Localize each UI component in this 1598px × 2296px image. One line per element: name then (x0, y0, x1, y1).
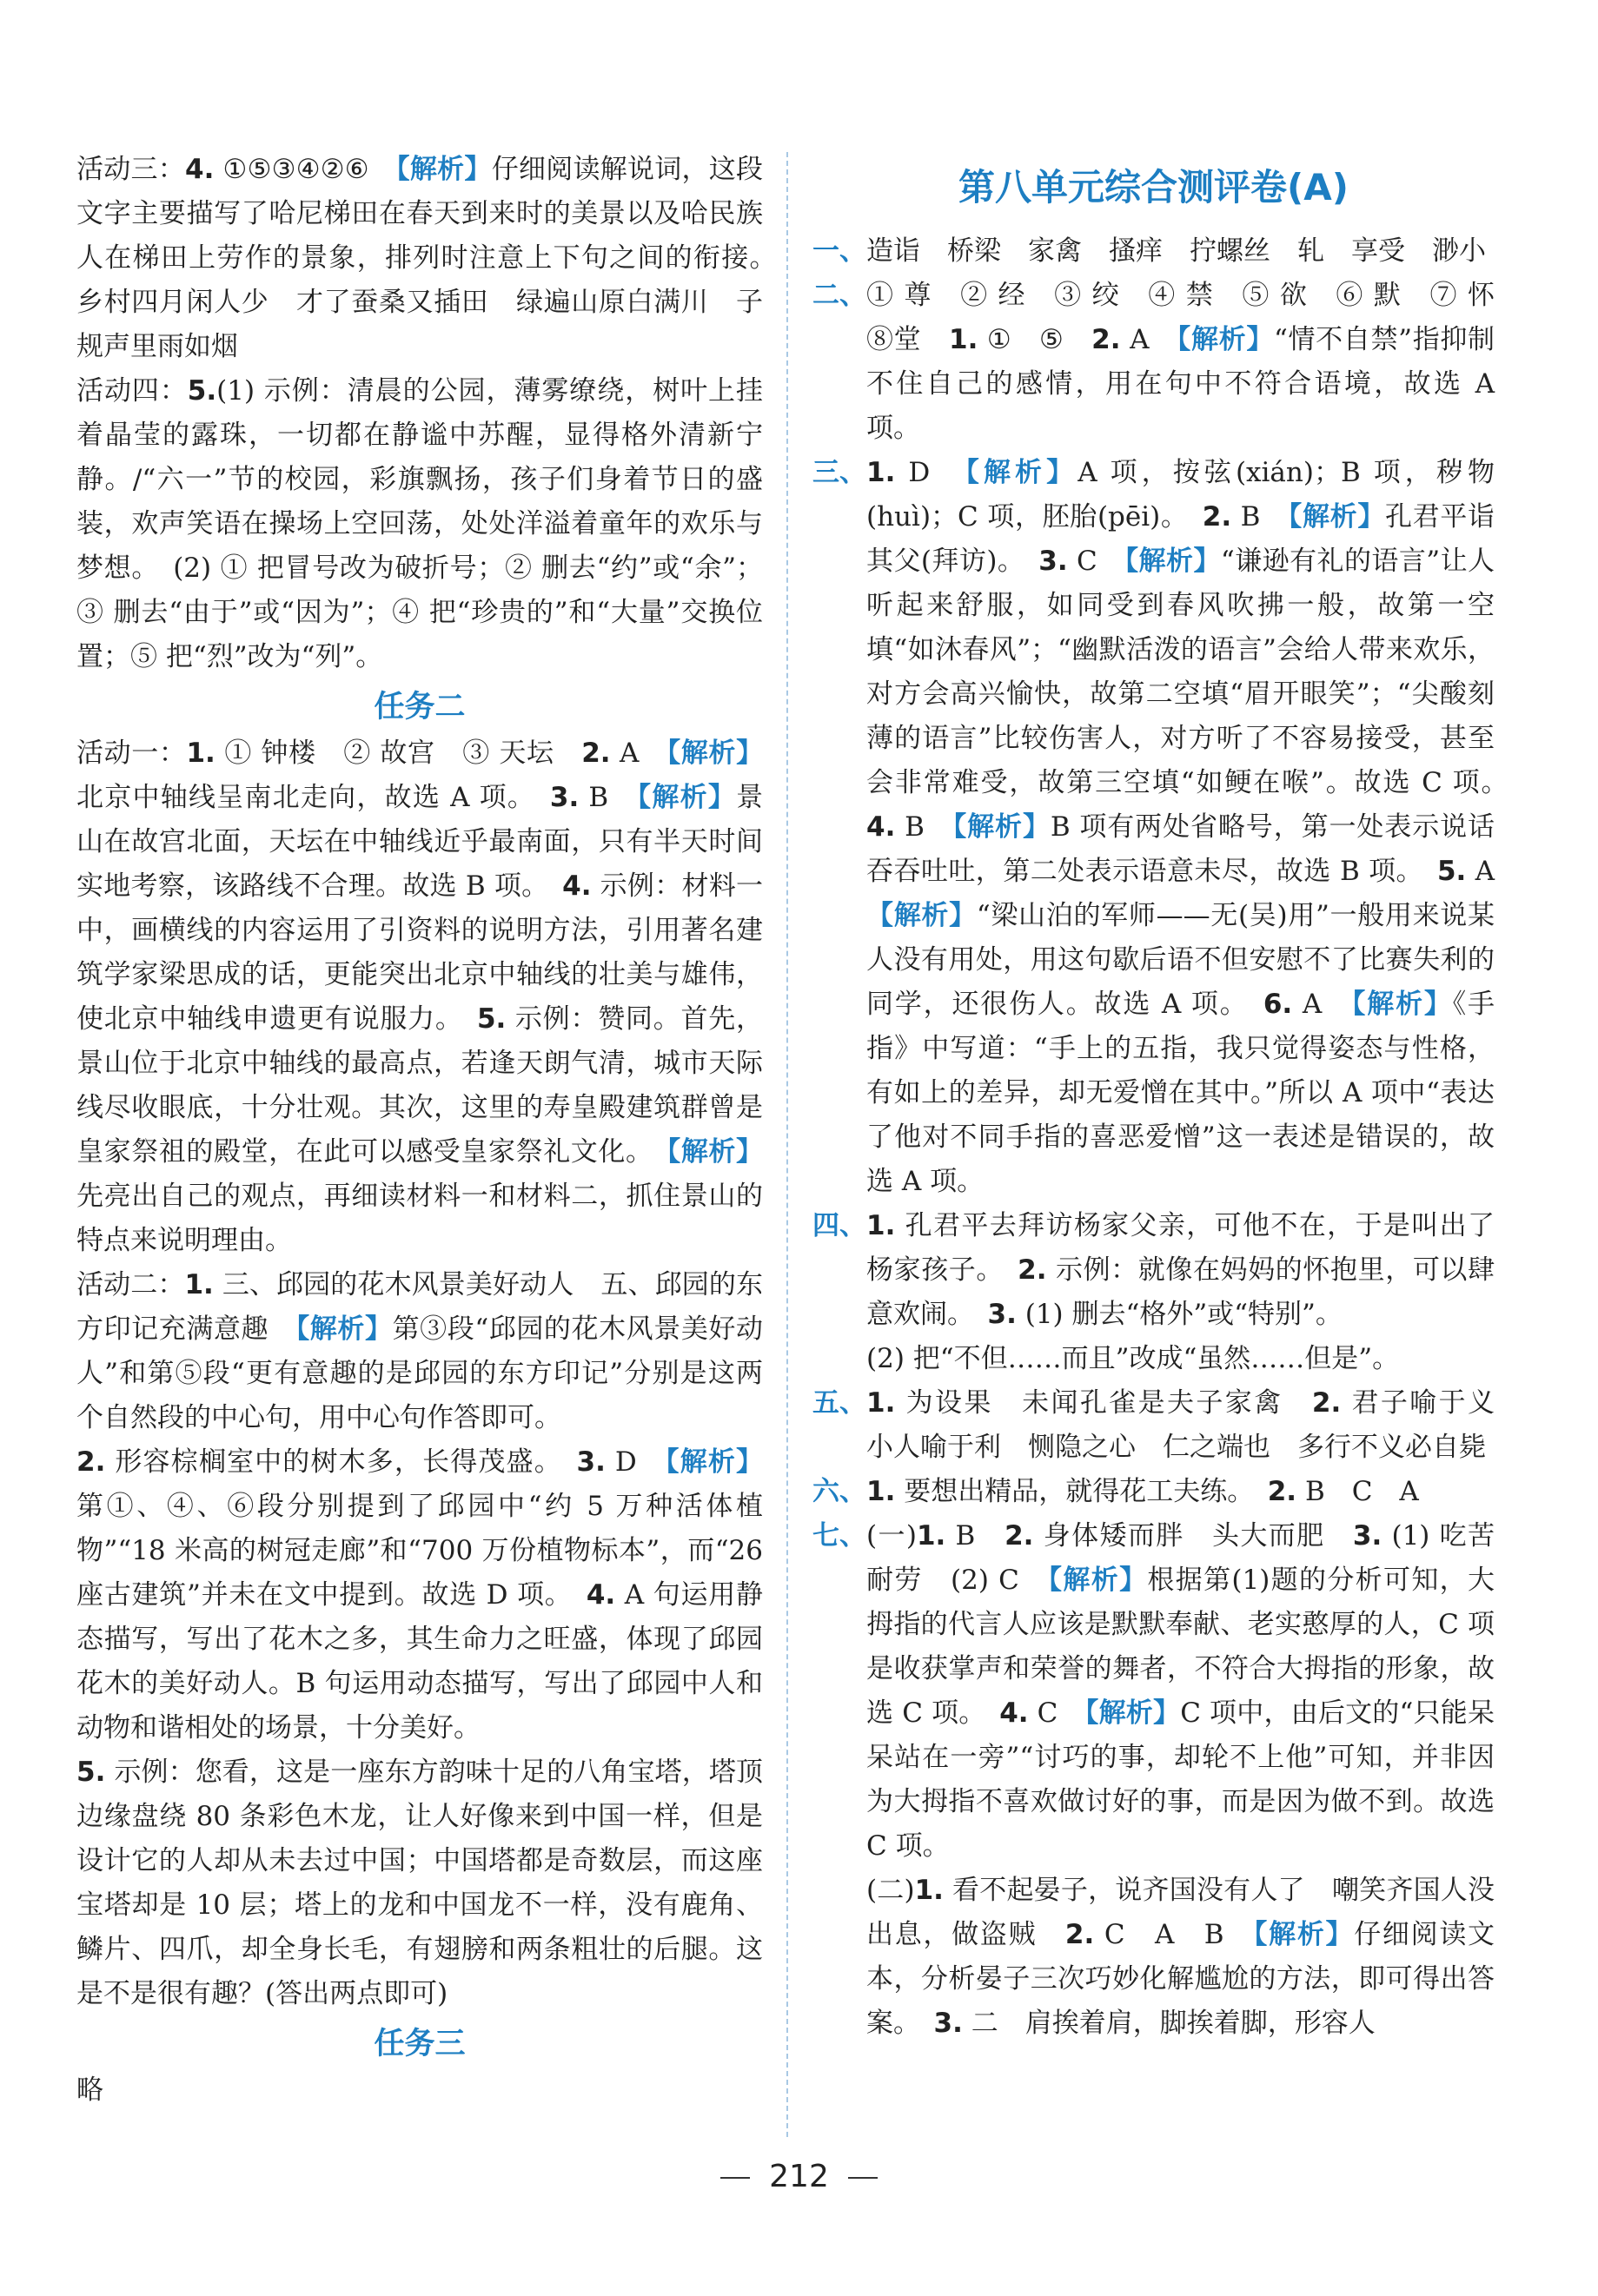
analysis-tag: 【 解析 】 (1289, 501, 1385, 533)
activity3-paragraph (76, 148, 790, 369)
answer-text: B 项有两处省略号，第一处表示说话吞吞吐吐，第二处表示语意未尽，故选 B 项。 (866, 811, 1495, 887)
activity-label: 活动一： (76, 738, 187, 769)
section-marker: 四、 (812, 1210, 866, 1241)
task2-activity2-q5-paragraph (76, 1750, 763, 2016)
question-number: 1. (186, 738, 215, 769)
analysis-tag: 【 解析 】 (667, 738, 763, 769)
question-number: 3. (576, 1446, 606, 1478)
question-number: 4. (185, 154, 215, 185)
activity-label: 活动三： (76, 154, 186, 185)
question-number: 3. (1352, 1520, 1383, 1552)
question-number: 1. (866, 457, 896, 488)
answer: A (620, 738, 640, 769)
answer-text: 身体矮而胖 头大而肥 (1043, 1520, 1325, 1552)
right-column (812, 148, 1522, 2046)
answer: ① 钟楼 ② 故宫 ③ 天坛 (224, 738, 554, 769)
answer-text: 第①、④、⑥段分别提到了邱园中“约 5 万种活体植物”“18 米高的树冠走廊”和“700 万份植物标本”，而“26 座古建筑”并未在文中提到。故选 D 项。 (76, 1491, 763, 1611)
task3-body: 略 (76, 2074, 103, 2106)
answer-text: 仔细阅读解说词，这段文字主要描写了哈尼梯田在春天到来时的美景以及哈民族人在梯田上劳作的景象，排列时注意上下句之间的衔接。 乡村四月闲人少 才了蚕桑又插田 绿遍山原白满川 子规声里雨如烟 (76, 154, 790, 362)
answer: B (588, 782, 609, 813)
left-column (76, 148, 790, 2113)
answer: C (1076, 546, 1097, 577)
analysis-tag: 【 解析 】 (666, 1446, 763, 1478)
page-number-text: 212 (769, 2159, 829, 2194)
question-number: 2. (1311, 1387, 1342, 1419)
section-body (866, 274, 1522, 451)
answer: C A B (1104, 1919, 1224, 1950)
analysis-tag: 【 解析 】 (953, 811, 1051, 843)
answer: B (905, 811, 925, 843)
question-number: 6. (1263, 989, 1293, 1020)
task2-heading: 任务二 (374, 690, 466, 725)
question-number: 3. (987, 1299, 1017, 1330)
question-number: 5. (476, 1003, 507, 1035)
answer-text: C 项中，由后文的“只能呆呆站在一旁”“讨巧的事，却轮不上他”可知，并非因为大拇指不喜欢做讨好的事，而是因为做不到。故选 C 项。 (866, 1697, 1495, 1862)
question-number: 2. (1202, 501, 1232, 533)
question-number: 1. (914, 1875, 944, 1906)
question-number: 1. (184, 1269, 214, 1300)
answer-text: 示例：您看，这是一座东方韵味十足的八角宝塔，塔顶边缘盘绕 80 条彩色木龙，让人好像来到中国一样，但是设计它的人却从未去过中国；中国塔都是奇数层，而这座宝塔却是 10 层；塔上的龙和中国龙不一样，没有鹿角、鳞片、四爪，却全身长毛，有翅膀和两条粗壮的后腿。这是不是很有趣？(答出两点即可) (76, 1757, 764, 2009)
question-number: 2. (1018, 1254, 1047, 1286)
answer: D (614, 1446, 637, 1478)
question-number: 3. (549, 782, 580, 813)
analysis-tag: 【 解析 】 (296, 1313, 393, 1345)
answer-text: B C A (1304, 1476, 1419, 1507)
section-3 (812, 451, 1495, 1204)
section-line (866, 1869, 1495, 2046)
section-body (866, 1514, 1495, 2046)
task3-heading: 任务三 (374, 2027, 466, 2061)
section-line (866, 1514, 1495, 1869)
answer-text: 仔细阅读文本，分析晏子三次巧妙化解尴尬的方法，即可得出答案。 (866, 1919, 1495, 2039)
question-number: 1. (949, 324, 978, 355)
answer-text: “梁山泊的军师——无(吴)用”一般用来说某人没有用处，用这句歇后语不但安慰不了比赛失利的同学，还很伤人。故选 A 项。 (866, 900, 1495, 1020)
answer-text: 造诣 桥梁 家禽 搔痒 拧螺丝 轧 享受 渺小 (866, 235, 1486, 267)
section-body (866, 1204, 1495, 1381)
answer-text: A 项，按弦(xián)；B 项，秽物(huì)；C 项，胚胎(pēi)。 (866, 457, 1495, 533)
answer-text: “谦逊有礼的语言”让人听起来舒服，如同受到春风吹拂一般，故第一空填“如沐春风”；“幽默活泼的语言”会给人带来欢乐，对方会高兴愉快，故第二空填“眉开眼笑”；“尖酸刻薄的语言”比较伤害人，对方听了不容易接受，甚至会非常难受，故第三空填“如鲠在喉”。故选 C 项。 (866, 546, 1495, 798)
answer: C (1037, 1697, 1058, 1729)
question-number: 4. (562, 870, 592, 902)
answer-text: 示例：赞同。首先，景山位于北京中轴线的最高点，若逢天朗气清，城市天际线尽收眼底，十分壮观。其次，这里的寿皇殿建筑群曾是皇家祭祖的殿堂，在此可以感受皇家祭礼文化。 (76, 1003, 764, 1168)
section-marker: 七、 (812, 1520, 866, 1552)
answer: ① 尊 ② 经 ③ 绞 ④ 禁 ⑤ 欲 ⑥ 默 ⑦ 怀 ⑧堂 (866, 280, 1522, 355)
analysis-tag: 【 解析 】 (965, 457, 1077, 488)
analysis-tag: 【 解析 】 (866, 900, 977, 931)
answer: 三、邱园的花木风景美好动人 五、邱园的东方印记充满意趣 (76, 1269, 764, 1345)
answer-text: (2) 把“不但……而且”改成“虽然……但是”。 (866, 1343, 1400, 1374)
question-number: 1. (866, 1476, 896, 1507)
answer: D (908, 457, 931, 488)
answer-text: 示例：材料一中，画横线的内容运用了引资料的说明方法，引用著名建筑学家梁思成的话，更能突出北京中轴线的壮美与雄伟，使北京中轴线申遗更有说服力。 (76, 870, 764, 1035)
section-body (866, 1470, 1495, 1514)
analysis-tag: 【 解析 】 (1049, 1565, 1148, 1596)
section-line (866, 1204, 1495, 1337)
part-label: (一) (866, 1520, 917, 1552)
section-7 (812, 1514, 1495, 2046)
column-divider (786, 152, 788, 2137)
section-marker: 六、 (812, 1476, 866, 1507)
answer-text: 根据第(1)题的分析可知，大拇指的代言人应该是默默奉献、老实憨厚的人，C 项是收获掌声和荣誉的舞者，不符合大拇指的形象，故选 C 项。 (866, 1565, 1495, 1729)
answer: ① ⑤ (986, 324, 1064, 355)
question-number: 2. (581, 738, 611, 769)
activity4-paragraph (76, 369, 763, 679)
section-body (866, 451, 1495, 1204)
test-title: 第八单元综合测评卷(A) (958, 166, 1349, 208)
answer-text: 为设果 未闻孔雀是夫子家禽 (905, 1387, 1283, 1419)
answer: B (1240, 501, 1261, 533)
answer: A (1475, 856, 1495, 887)
question-number: 5. (187, 375, 217, 407)
analysis-tag: 【 解析 】 (396, 154, 492, 185)
question-number: 2. (1064, 1919, 1095, 1950)
page-number-dash-left (720, 2177, 750, 2179)
analysis-tag: 【 解析 】 (1177, 324, 1274, 355)
section-5 (812, 1381, 1522, 1470)
question-number: 3. (1038, 546, 1068, 577)
page-number-dash-right (848, 2177, 878, 2179)
question-number: 5. (1436, 856, 1467, 887)
question-number: 2. (1091, 324, 1121, 355)
question-number: 4. (866, 811, 896, 843)
question-number: 2. (1005, 1520, 1034, 1552)
activity-label: 活动四： (76, 375, 188, 407)
answer-text: 景山在故宫北面，天坛在中轴线近乎最南面，只有半天时间实地考察，该路线不合理。故选 B 项。 (76, 782, 764, 902)
page-number (0, 2159, 1598, 2194)
section-marker: 一、 (812, 235, 866, 267)
section-4 (812, 1204, 1495, 1381)
answer-text: 看不起晏子，说齐国没有人了 嘲笑齐国人没出息，做盗贼 (866, 1875, 1495, 1950)
section-6 (812, 1470, 1495, 1514)
task2-activity1-paragraph (76, 731, 763, 1263)
question-number: 2. (1267, 1476, 1297, 1507)
analysis-tag: 【 解析 】 (667, 1136, 763, 1168)
section-body (866, 1381, 1522, 1470)
question-number: 1. (866, 1387, 896, 1419)
question-number: 4. (999, 1697, 1029, 1729)
answer: A (1130, 324, 1150, 355)
answer-text: 示例：就像在妈妈的怀抱里，可以肆意欢闹。 (866, 1254, 1495, 1330)
question-number: 1. (866, 1210, 896, 1241)
question-number: 2. (76, 1446, 106, 1478)
section-marker: 二、 (812, 280, 866, 311)
question-number: 1. (916, 1520, 946, 1552)
answer-text: “情不自禁”指抑制不住自己的感情，用在句中不符合语境，故选 A 项。 (866, 324, 1495, 444)
answer: ①⑤③④②⑥ (222, 154, 369, 185)
question-number: 5. (76, 1757, 106, 1788)
task2-activity2-paragraph (76, 1263, 763, 1440)
answer-text: (1) 删去“格外”或“特别”。 (1024, 1299, 1343, 1330)
question-number: 4. (586, 1579, 616, 1611)
answer: B (955, 1520, 976, 1552)
answer-text: 孔君平去拜访杨家父亲，可他不在，于是叫出了杨家孩子。 (866, 1210, 1495, 1286)
task2-activity2-q2-paragraph (76, 1440, 763, 1750)
answer-text: 北京中轴线呈南北走向，故选 A 项。 (76, 782, 522, 813)
part-label: (二) (866, 1875, 915, 1906)
answer: A (1302, 989, 1323, 1020)
answer-text: 二 肩挨着肩，脚挨着脚，形容人 (971, 2008, 1376, 2039)
activity-label: 活动二： (76, 1269, 185, 1300)
answer-text: 形容棕榈室中的树木多，长得茂盛。 (115, 1446, 549, 1478)
answer-text: 《手指》中写道：“手上的五指，我只觉得姿态与性格，有如上的差异，却无爱憎在其中。”所以 A 项中“表达了他对不同手指的喜恶爱憎”这一表述是错误的，故选 A 项。 (866, 989, 1495, 1197)
analysis-tag: 【 解析 】 (638, 782, 736, 813)
analysis-tag: 【 解析 】 (1352, 989, 1453, 1020)
question-number: 3. (933, 2008, 963, 2039)
section-2 (812, 274, 1522, 451)
section-marker: 五、 (812, 1387, 866, 1419)
answer-text: 先亮出自己的观点，再细读材料一和材料二，抓住景山的特点来说明理由。 (76, 1181, 763, 1256)
answer-text: 第③段“邱园的花木风景美好动人”和第⑤段“更有意趣的是邱园的东方印记”分别是这两个自然段的中心句，用中心句作答即可。 (76, 1313, 764, 1433)
answer-text: 要想出精品，就得花工夫练。 (904, 1476, 1241, 1507)
analysis-tag: 【 解析 】 (1085, 1697, 1180, 1729)
section-1 (812, 229, 1495, 274)
answer-text: (1) 吃苦耐劳 (2) C (866, 1520, 1495, 1596)
answer-text: 孔君平诣其父(拜访)。 (866, 501, 1495, 577)
analysis-tag: 【 解析 】 (1254, 1919, 1354, 1950)
analysis-tag: 【 解析 】 (1125, 546, 1221, 577)
answer-text: 君子喻于义 小人喻于利 恻隐之心 仁之端也 多行不义必自毙 (866, 1387, 1522, 1463)
answer-text: A 句运用静态描写，写出了花木之多，其生命力之旺盛，体现了邱园花木的美好动人。B 句运用动态描写，写出了邱园中人和动物和谐相处的场景，十分美好。 (76, 1579, 763, 1744)
answer-text: (1) 示例：清晨的公园，薄雾缭绕，树叶上挂着晶莹的露珠，一切都在静谧中苏醒，显得格外清新宁静。/“六一”节的校园，彩旗飘扬，孩子们身着节日的盛装，欢声笑语在操场上空回荡，处处洋溢着童年的欢乐与梦想。 (2) ① 把冒号改为破折号；② 删去“约”或“余”；③ 删去“由于”或“因为”；④ 把“珍贵的”和“大量”交换位置；⑤ 把“烈”改为“列”。 (76, 375, 763, 672)
section-marker: 三、 (812, 457, 866, 488)
